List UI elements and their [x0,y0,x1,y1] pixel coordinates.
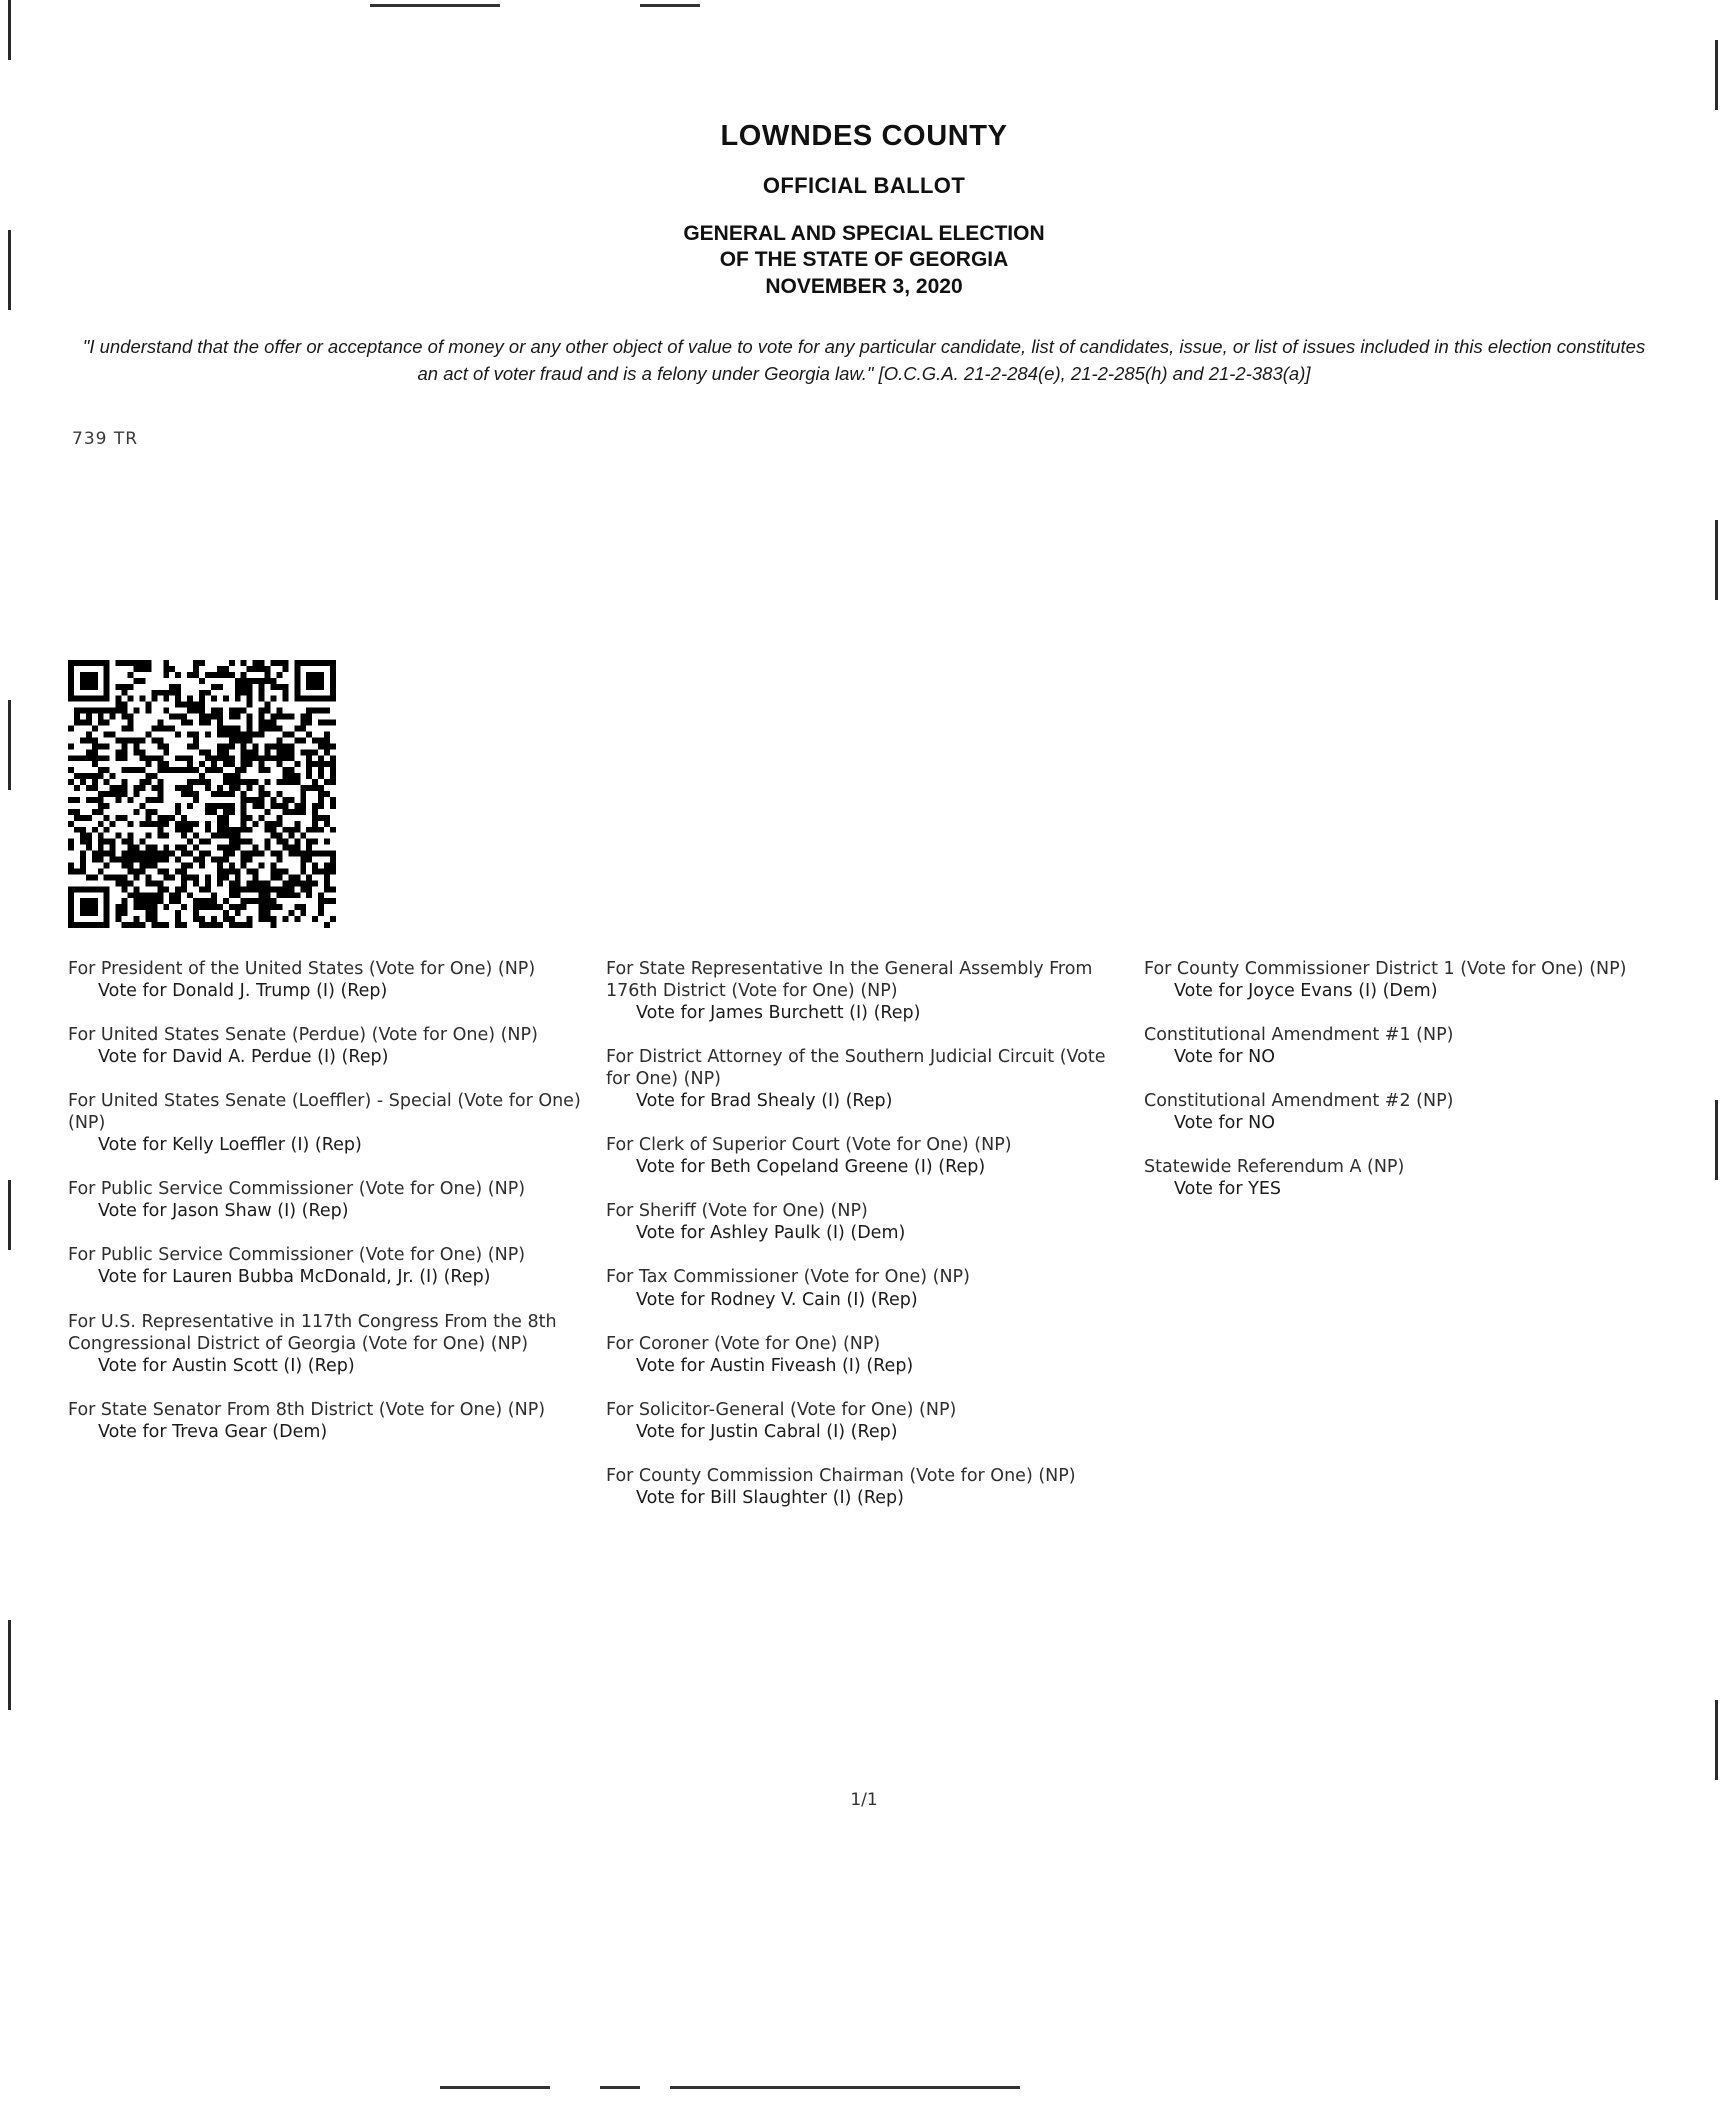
contest-block [1144,958,1664,1002]
contest-title: For United States Senate (Perdue) (Vote for One) (NP) [68,1025,538,1046]
contest-title: Statewide Referendum A (NP) [1144,1157,1405,1178]
contest-selected-choice: Vote for Bill Slaughter (I) (Rep) [636,1487,904,1508]
scan-edge-mark [8,0,11,60]
qr-code-icon [68,660,336,928]
contest-title: For Coroner (Vote for One) (NP) [606,1333,881,1354]
contest-title: For Clerk of Superior Court (Vote for One) (NP) [606,1135,1012,1156]
scan-edge-mark [640,4,700,7]
contest-block [1144,1090,1664,1134]
contest-selected-choice: Vote for Lauren Bubba McDonald, Jr. (I) (Rep) [98,1267,491,1288]
contest-block [606,1134,1126,1178]
scan-edge-mark [440,2086,550,2089]
contest-block [606,1200,1126,1244]
contest-block [68,1399,588,1443]
scan-edge-mark [600,2086,640,2089]
election-title-line1: GENERAL AND SPECIAL ELECTION [683,222,1045,245]
contest-selected-choice: Vote for Treva Gear (Dem) [98,1421,328,1442]
scan-edge-mark [370,4,500,7]
contest-block [606,1333,1126,1377]
contest-selected-choice: Vote for Rodney V. Cain (I) (Rep) [636,1289,918,1310]
contest-selected-choice: Vote for Austin Scott (I) (Rep) [98,1355,355,1376]
contest-title: For District Attorney of the Southern Judicial Circuit (Vote for One) (NP) [606,1047,1106,1090]
scan-edge-mark [1715,40,1718,110]
election-title-line2: OF THE STATE OF GEORGIA [719,248,1009,272]
contest-selected-choice: Vote for Austin Fiveash (I) (Rep) [636,1355,914,1376]
contest-block [68,1244,588,1288]
scan-edge-mark [8,1180,11,1250]
scan-edge-mark [8,230,11,310]
contest-title: For Tax Commissioner (Vote for One) (NP) [606,1267,970,1288]
contest-selected-choice: Vote for Jason Shaw (I) (Rep) [98,1201,349,1222]
official-ballot-label: OFFICIAL BALLOT [762,173,966,198]
contest-title: For U.S. Representative in 117th Congress From the 8th Congressional District of Georgia (Vote for One) (NP) [68,1311,557,1354]
contest-title: For Public Service Commissioner (Vote for One) (NP) [68,1245,526,1266]
scan-edge-mark [670,2086,1020,2089]
scan-edge-mark [1715,1700,1718,1780]
contest-block [606,1266,1126,1310]
contest-block [68,958,588,1002]
contest-block [606,958,1126,1024]
qr-code-canvas [68,660,336,928]
contest-selected-choice: Vote for David A. Perdue (I) (Rep) [98,1047,389,1068]
contest-block [1144,1156,1664,1200]
contest-title: For State Representative In the General Assembly From 176th District (Vote for One) (NP) [606,959,1093,1002]
contest-title: For State Senator From 8th District (Vote for One) (NP) [68,1399,546,1420]
contest-column [68,958,588,1531]
voter-oath-text: "I understand that the offer or acceptance of money or any other object of value to vote for any particular candidate, list of candidates, issue, or list of issues included in this election constitutes an act of voter fraud and is a felony under Georgia law." [O.C.G.A. 21-2-284(e), 21-2-285(h) and 21-2-383(a)] [82,335,1646,384]
contest-block [68,1090,588,1156]
page-number: 1/1 [850,1790,878,1810]
contest-columns [68,958,1668,1531]
contest-column [606,958,1126,1531]
contest-selected-choice: Vote for Ashley Paulk (I) (Dem) [636,1223,906,1244]
contest-selected-choice: Vote for Donald J. Trump (I) (Rep) [98,981,388,1002]
contest-title: Constitutional Amendment #2 (NP) [1144,1091,1454,1112]
precinct-code: 739 TR [72,429,139,450]
contest-block [68,1024,588,1068]
contest-selected-choice: Vote for Joyce Evans (I) (Dem) [1174,981,1438,1002]
contest-title: For President of the United States (Vote for One) (NP) [68,959,536,979]
contest-title: For Public Service Commissioner (Vote for One) (NP) [68,1179,526,1200]
contest-selected-choice: Vote for Justin Cabral (I) (Rep) [636,1421,898,1442]
contest-selected-choice: Vote for Kelly Loeffler (I) (Rep) [98,1135,362,1156]
ballot-header [0,0,1728,300]
contest-title: For County Commission Chairman (Vote for One) (NP) [606,1465,1076,1486]
scan-edge-mark [1715,1100,1718,1180]
contest-selected-choice: Vote for NO [1174,1047,1276,1068]
contest-block [606,1465,1126,1509]
contest-selected-choice: Vote for James Burchett (I) (Rep) [636,1003,921,1024]
contest-title: Constitutional Amendment #1 (NP) [1144,1025,1454,1046]
contest-column [1144,958,1664,1531]
election-date: NOVEMBER 3, 2020 [765,274,963,298]
contest-title: For United States Senate (Loeffler) - Special (Vote for One) (NP) [68,1091,581,1134]
contest-title: For Solicitor-General (Vote for One) (NP) [606,1399,957,1420]
scan-edge-mark [8,700,11,790]
contest-selected-choice: Vote for YES [1174,1179,1281,1200]
contest-block [1144,1024,1664,1068]
contest-block [68,1311,588,1377]
scan-edge-mark [8,1620,11,1710]
scan-edge-mark [1715,520,1718,600]
contest-block [606,1046,1126,1112]
contest-block [68,1178,588,1222]
contest-block [606,1399,1126,1443]
contest-selected-choice: Vote for Brad Shealy (I) (Rep) [636,1091,893,1112]
contest-selected-choice: Vote for Beth Copeland Greene (I) (Rep) [636,1157,986,1178]
page-title: LOWNDES COUNTY [720,120,1008,152]
contest-selected-choice: Vote for NO [1174,1113,1276,1134]
contest-title: For County Commissioner District 1 (Vote for One) (NP) [1144,959,1627,979]
contest-title: For Sheriff (Vote for One) (NP) [606,1201,868,1222]
